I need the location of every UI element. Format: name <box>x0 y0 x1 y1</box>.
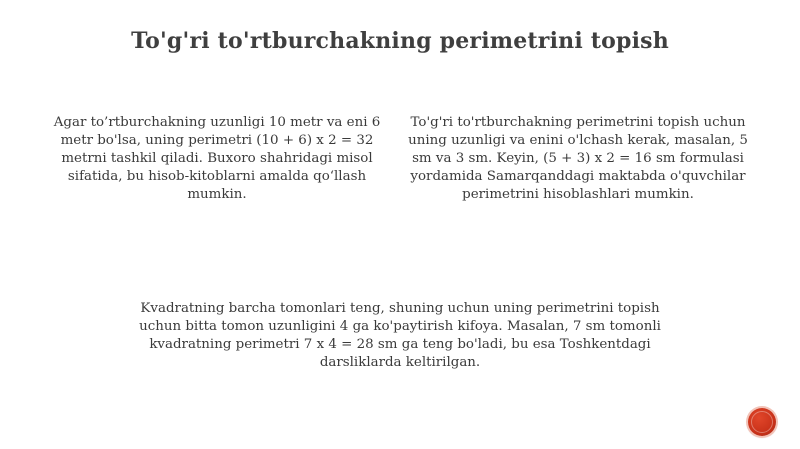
circle-button-icon[interactable] <box>748 408 776 436</box>
circle-button-ring <box>751 411 773 433</box>
slide-title: To'g'ri to'rtburchakning perimetrini topish <box>131 28 669 54</box>
text-block-right: To'g'ri to'rtburchakning perimetrini topish uchun uning uzunligi va enini o'lchash kerak, masalan, 5 sm va 3 sm. Keyin, (5 + 3) x 2 = 16 sm formulasi yordamida Samarqanddagi maktabda o'quvchilar perimetrini hisoblashlari mumkin. <box>408 115 748 202</box>
text-block-bottom: Kvadratning barcha tomonlari teng, shuning uchun uning perimetrini topish uchun bitta tomon uzunligini 4 ga ko'paytirish kifoya. Masalan, 7 sm tomonli kvadratning perimetri 7 x 4 = 28 sm ga teng bo'ladi, bu esa Toshkentdagi darsliklarda keltirilgan. <box>139 301 661 370</box>
text-block-left: Agar to’rtburchakning uzunligi 10 metr va eni 6 metr bo'lsa, uning perimetri (10 + 6) x 2 = 32 metrni tashkil qiladi. Buxoro shahridagi misol sifatida, bu hisob-kitoblarni amalda qo‘llash mumkin. <box>53 115 381 202</box>
